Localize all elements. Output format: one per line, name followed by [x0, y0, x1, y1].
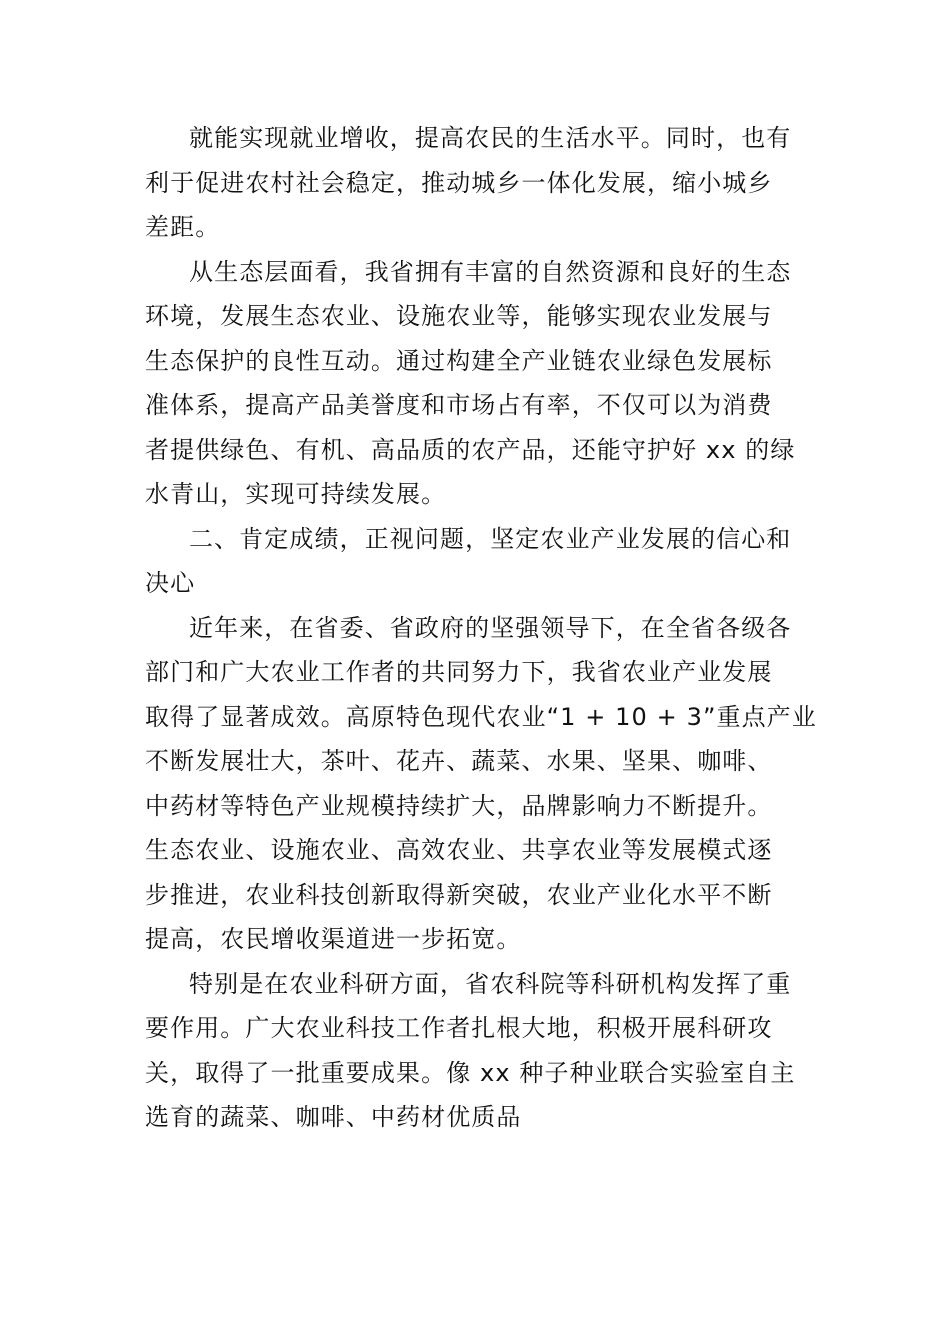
text-line: 选育的蔬菜、咖啡、中药材优质品 [145, 1103, 522, 1131]
paragraph-research [145, 962, 810, 1140]
text-line: 者提供绿色、有机、高品质的农产品，还能守护好 xx 的绿 [145, 435, 796, 464]
text-line: 要作用。广大农业科技工作者扎根大地，积极开展科研攻 [145, 1014, 773, 1042]
text-line: 中药材等特色产业规模持续扩大，品牌影响力不断提升。 [145, 791, 773, 820]
text-line: 利于促进农村社会稳定，推动城乡一体化发展，缩小城乡 [145, 168, 773, 197]
paragraph-ecology [145, 250, 810, 517]
text-line: 不断发展壮大，茶叶、花卉、蔬菜、水果、坚果、咖啡、 [145, 747, 773, 775]
section-heading [145, 517, 810, 606]
text-line: 差距。 [145, 213, 221, 241]
text-line: 从生态层面看，我省拥有丰富的自然资源和良好的生态 [189, 257, 792, 286]
heading-line: 决心 [145, 569, 196, 597]
text-line: 就能实现就业增收，提高农民的生活水平。同时，也有 [189, 124, 792, 152]
text-line: 生态农业、设施农业、高效农业、共享农业等发展模式逐 [145, 836, 773, 864]
text-line: 取得了显著成效。高原特色现代农业“1 + 10 + 3”重点产业 [145, 702, 817, 731]
text-line: 部门和广大农业工作者的共同努力下，我省农业产业发展 [145, 658, 773, 686]
text-line: 环境，发展生态农业、设施农业等，能够实现农业发展与 [145, 302, 773, 330]
paragraph-continuation [145, 116, 810, 250]
text-line: 特别是在农业科研方面，省农科院等科研机构发挥了重 [189, 969, 792, 998]
text-line: 准体系，提高产品美誉度和市场占有率，不仅可以为消费 [145, 391, 773, 419]
text-line: 提高，农民增收渠道进一步拓宽。 [145, 925, 522, 953]
heading-line: 二、肯定成绩，正视问题，坚定农业产业发展的信心和 [189, 524, 792, 553]
paragraph-achievements [145, 606, 817, 962]
text-line: 水青山，实现可持续发展。 [145, 480, 447, 508]
text-line: 近年来，在省委、省政府的坚强领导下，在全省各级各 [189, 613, 792, 642]
text-line: 步推进，农业科技创新取得新突破，农业产业化水平不断 [145, 880, 773, 909]
text-line: 关，取得了一批重要成果。像 xx 种子种业联合实验室自主 [145, 1058, 796, 1087]
text-line: 生态保护的良性互动。通过构建全产业链农业绿色发展标 [145, 346, 773, 375]
document-body [145, 116, 817, 1140]
